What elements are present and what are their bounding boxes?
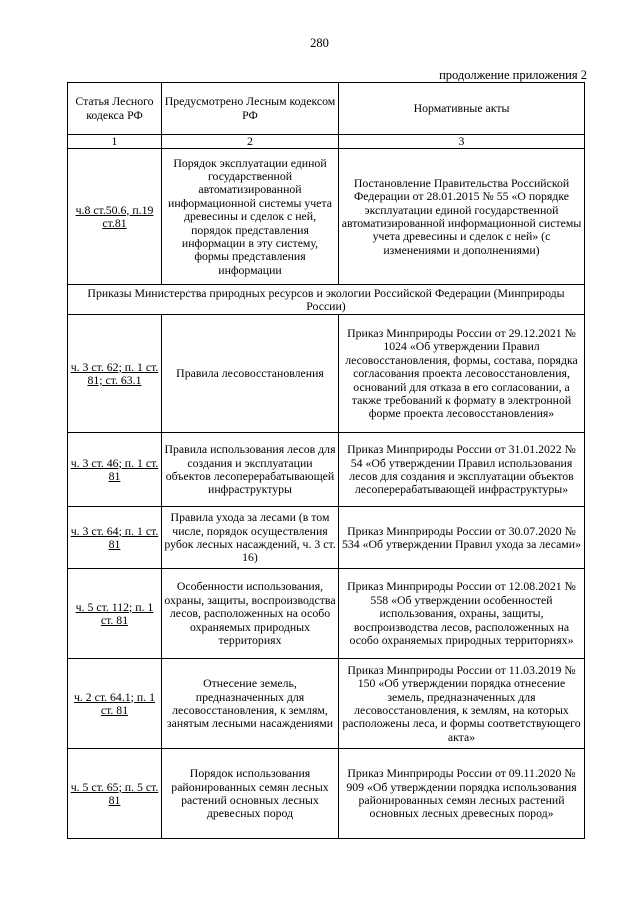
article-link[interactable]: ч. 3 ст. 46; п. 1 ст. 81	[70, 455, 159, 483]
regulations-table	[67, 82, 585, 839]
article-link[interactable]: ч. 3 ст. 64; п. 1 ст. 81	[70, 523, 159, 551]
table-row	[68, 659, 585, 749]
table-row	[68, 507, 585, 569]
table-row	[68, 749, 585, 839]
act-cell: Приказ Минприроды России от 09.11.2020 № 909 «Об утверждении порядка использования районированных семян лесных растений основных лесных древесных пород»	[339, 749, 585, 839]
header-provision: Предусмотрено Лесным кодексом РФ	[162, 83, 339, 135]
act-cell: Приказ Минприроды России от 12.08.2021 № 558 «Об утверждении особенностей использования, охраны, защиты, воспроизводства лесов, расположенных на особо охраняемых природных территориях»	[339, 569, 585, 659]
column-number: 1	[68, 135, 162, 149]
act-cell: Приказ Минприроды России от 29.12.2021 № 1024 «Об утверждении Правил лесовосстановления, формы, состава, порядка согласования проекта лесовосстановления, оснований для отказа в его согласовании, а также требований к формату в электронной форме проекта лесовосстановления»	[339, 315, 585, 433]
article-cell	[68, 659, 162, 749]
article-link[interactable]: ч. 2 ст. 64.1; п. 1 ст. 81	[73, 689, 156, 717]
page-number: 280	[310, 36, 329, 50]
table-row	[68, 569, 585, 659]
header-acts: Нормативные акты	[339, 83, 585, 135]
table-row	[68, 433, 585, 507]
act-cell: Приказ Минприроды России от 31.01.2022 № 54 «Об утверждении Правил использования лесов для создания и эксплуатации объектов лесоперерабатывающей инфраструктуры»	[339, 433, 585, 507]
article-cell	[68, 749, 162, 839]
table-row	[68, 315, 585, 433]
article-cell	[68, 149, 162, 285]
article-link[interactable]: ч. 5 ст. 112; п. 1 ст. 81	[75, 599, 154, 627]
provision-cell: Особенности использования, охраны, защиты, воспроизводства лесов, расположенных на особо охраняемых природных территориях	[162, 569, 339, 659]
article-cell	[68, 315, 162, 433]
provision-cell: Правила использования лесов для создания и эксплуатации объектов лесоперерабатывающей инфраструктуры	[162, 433, 339, 507]
article-link[interactable]: ч. 3 ст. 62; п. 1 ст. 81; ст. 63.1	[70, 359, 159, 387]
provision-cell: Правила ухода за лесами (в том числе, порядок осуществления рубок лесных насаждений, ч. 3 ст. 16)	[162, 507, 339, 569]
table-row	[68, 149, 585, 285]
header-row	[68, 83, 585, 135]
section-title: Приказы Министерства природных ресурсов и экологии Российской Федерации (Минприроды России)	[68, 285, 585, 315]
article-link[interactable]: ч.8 ст.50.6, п.19 ст.81	[75, 202, 154, 230]
article-cell	[68, 433, 162, 507]
provision-cell: Правила лесовосстановления	[162, 315, 339, 433]
column-number: 3	[339, 135, 585, 149]
act-cell: Приказ Минприроды России от 30.07.2020 № 534 «Об утверждении Правил ухода за лесами»	[339, 507, 585, 569]
article-cell	[68, 507, 162, 569]
act-cell: Приказ Минприроды России от 11.03.2019 № 150 «Об утверждении порядка отнесение земель, предназначенных для лесовосстановления, к землям, на которых расположены леса, и формы соответствующего акта»	[339, 659, 585, 749]
header-article: Статья Лесного кодекса РФ	[68, 83, 162, 135]
act-cell: Постановление Правительства Российской Федерации от 28.01.2015 № 55 «О порядке эксплуатации единой государственной автоматизированной информационной системы учета древесины и сделок с ней» (с изменениями и дополнениями)	[339, 149, 585, 285]
provision-cell: Порядок использования районированных семян лесных растений основных лесных древесных пород	[162, 749, 339, 839]
continuation-note: продолжение приложения 2	[439, 68, 587, 82]
column-number: 2	[162, 135, 339, 149]
column-number-row	[68, 135, 585, 149]
article-link[interactable]: ч. 5 ст. 65; п. 5 ст. 81	[70, 779, 159, 807]
provision-cell: Порядок эксплуатации единой государственной автоматизированной информационной системы учета древесины и сделок с ней, порядок представления информации в эту систему, формы представления информации	[162, 149, 339, 285]
section-row	[68, 285, 585, 315]
provision-cell: Отнесение земель, предназначенных для лесовосстановления, к землям, занятым лесными насаждениями	[162, 659, 339, 749]
article-cell	[68, 569, 162, 659]
